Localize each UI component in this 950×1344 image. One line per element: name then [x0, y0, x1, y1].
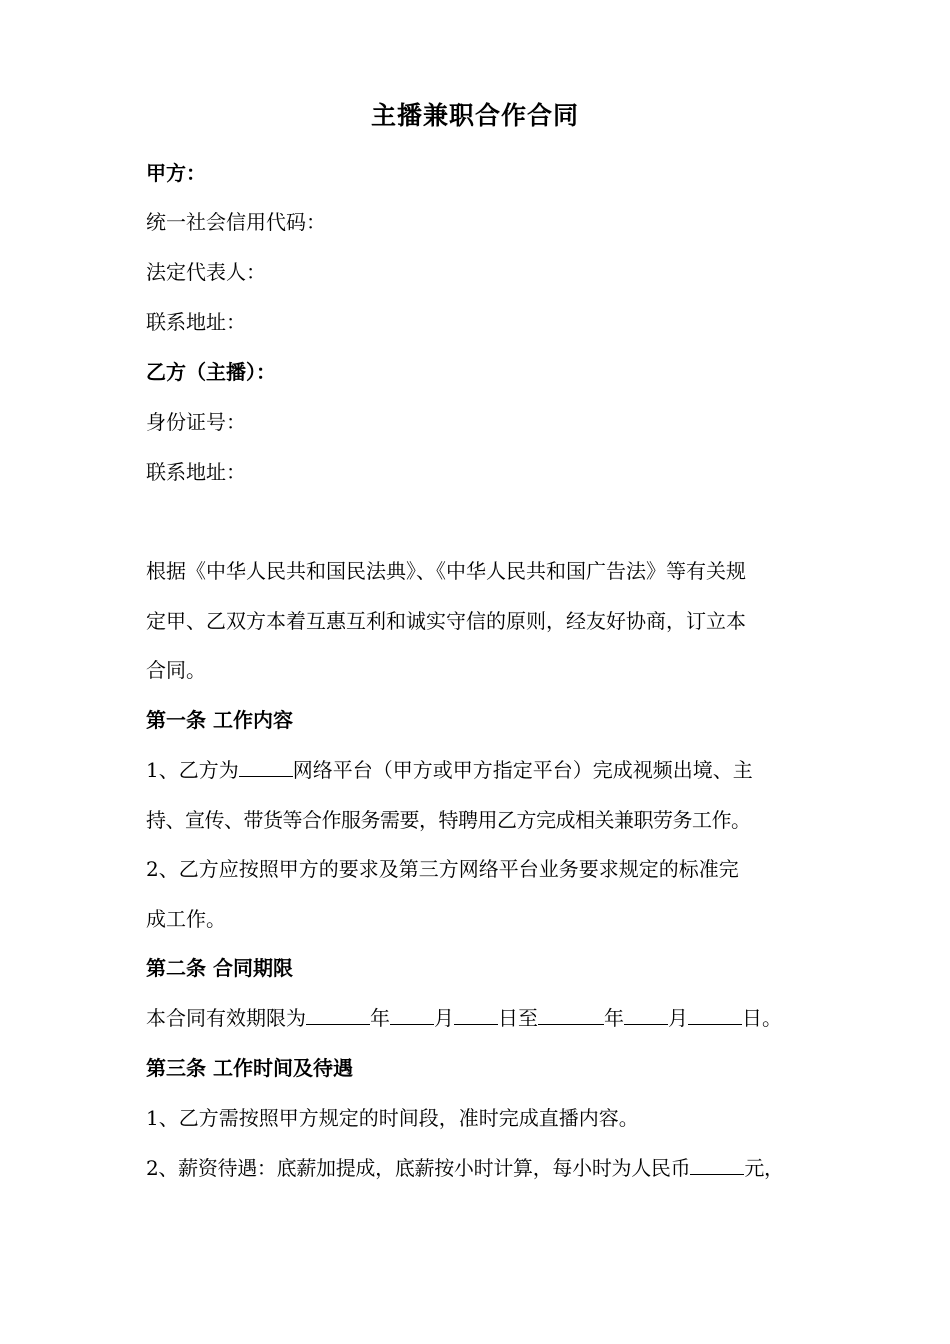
article-3-item-1: 1、乙方需按照甲方规定的时间段，准时完成直播内容。	[146, 1106, 639, 1130]
start-year-label: 年	[370, 1006, 390, 1030]
party-a-label: 甲方：	[146, 161, 206, 185]
article-2-heading: 第二条 合同期限	[146, 956, 293, 980]
day-to-label: 日至	[498, 1006, 538, 1030]
party-a-legal-rep: 法定代表人：	[146, 260, 266, 284]
article-3-item-2	[146, 1150, 826, 1186]
document-title: 主播兼职合作合同	[370, 101, 579, 130]
start-year-blank[interactable]	[306, 1002, 370, 1025]
party-b-address: 联系地址：	[146, 460, 246, 484]
article-1-item-2-line-2: 成工作。	[146, 907, 226, 931]
term-prefix: 本合同有效期限为	[146, 1006, 306, 1030]
party-a-credit-code: 统一社会信用代码：	[146, 210, 326, 234]
contract-term-line	[146, 1000, 826, 1036]
start-month-label: 月	[434, 1006, 454, 1030]
preamble-line-3: 合同。	[146, 658, 206, 682]
salary-unit: 元，	[744, 1156, 784, 1180]
end-month-label: 月	[668, 1006, 688, 1030]
start-day-blank[interactable]	[454, 1002, 498, 1025]
article-1-item-1-prefix: 1、乙方为	[146, 758, 239, 782]
party-b-id-number: 身份证号：	[146, 410, 246, 434]
party-a-address: 联系地址：	[146, 310, 246, 334]
preamble-line-1: 根据《中华人民共和国民法典》、《中华人民共和国广告法》等有关规	[146, 559, 746, 583]
article-1-item-1-line-1	[146, 752, 826, 788]
article-1-item-1-rest: 网络平台（甲方或甲方指定平台）完成视频出境、主	[292, 758, 753, 782]
hourly-rate-blank[interactable]	[690, 1152, 744, 1175]
platform-name-blank[interactable]	[239, 754, 293, 777]
article-1-heading: 第一条 工作内容	[146, 708, 293, 732]
party-b-label: 乙方（主播）：	[146, 360, 276, 384]
article-1-item-1-line-2: 持、宣传、带货等合作服务需要，特聘用乙方完成相关兼职劳务工作。	[146, 808, 751, 832]
end-month-blank[interactable]	[624, 1002, 668, 1025]
end-day-label: 日。	[742, 1006, 782, 1030]
salary-prefix: 2、薪资待遇：底薪加提成，底薪按小时计算，每小时为人民币	[146, 1156, 691, 1180]
preamble-line-2: 定甲、乙双方本着互惠互利和诚实守信的原则，经友好协商，订立本	[146, 609, 746, 633]
article-1-item-2-line-1: 2、乙方应按照甲方的要求及第三方网络平台业务要求规定的标准完	[146, 857, 739, 881]
article-3-heading: 第三条 工作时间及待遇	[146, 1056, 353, 1080]
end-year-blank[interactable]	[538, 1002, 604, 1025]
end-day-blank[interactable]	[688, 1002, 742, 1025]
end-year-label: 年	[604, 1006, 624, 1030]
start-month-blank[interactable]	[390, 1002, 434, 1025]
